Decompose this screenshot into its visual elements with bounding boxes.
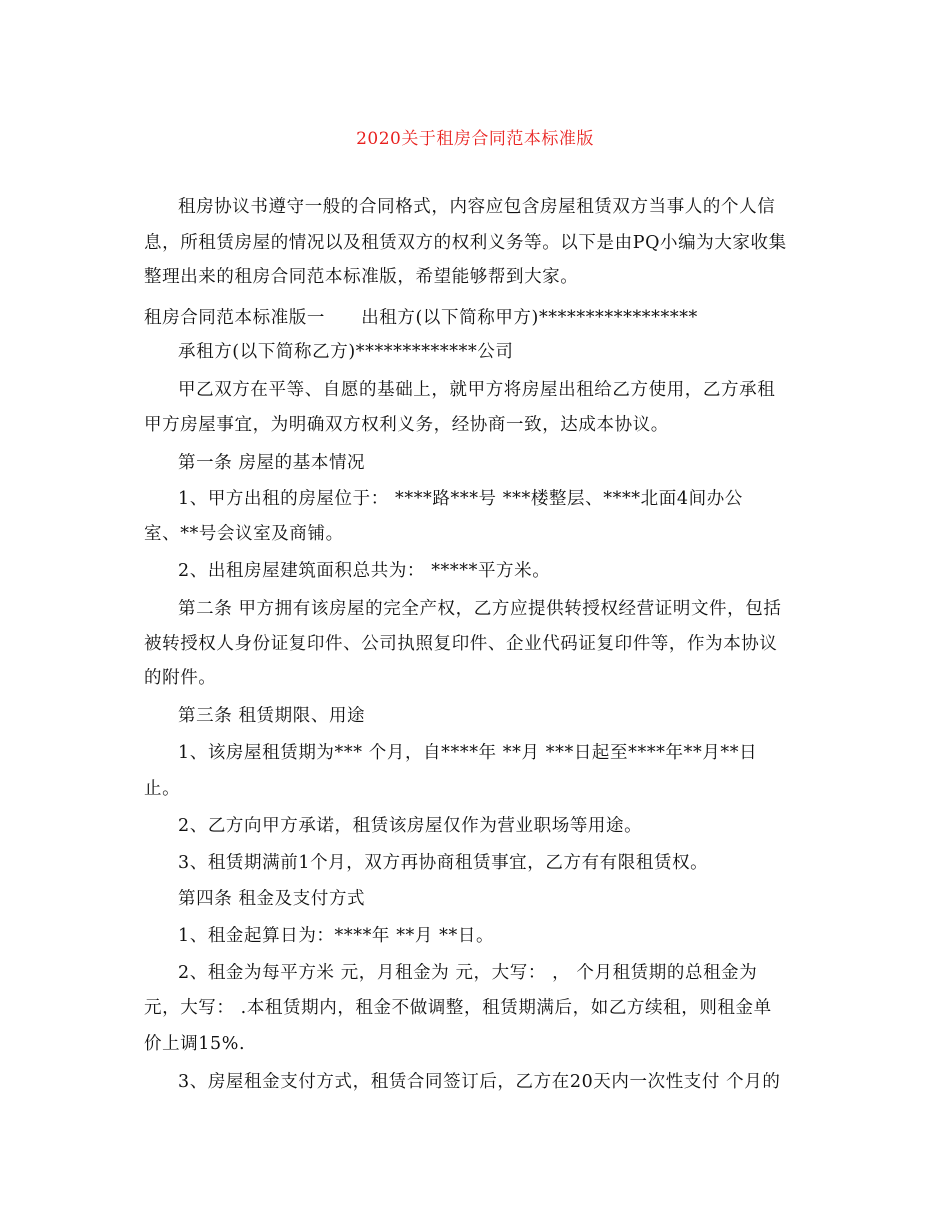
paragraph-line: 元，大写： .本租赁期内，租金不做调整，租赁期满后，如乙方续租，则租金单 (144, 998, 772, 1018)
paragraph-line: 2、租金为每平方米 元，月租金为 元，大写： ， 个月租赁期的总租金为 (178, 963, 758, 983)
paragraph-line: 租房协议书遵守一般的合同格式，内容应包含房屋租赁双方当事人的个人信 (178, 197, 776, 217)
paragraph-line: 2、乙方向甲方承诺，租赁该房屋仅作为营业职场等用途。 (178, 816, 643, 836)
paragraph-line: 室、**号会议室及商铺。 (144, 524, 344, 544)
paragraph-line: 甲方房屋事宜，为明确双方权利义务，经协商一致，达成本协议。 (144, 415, 669, 435)
section-heading: 第三条 租赁期限、用途 (178, 706, 366, 726)
paragraph-line: 息，所租赁房屋的情况以及租赁双方的权利义务等。以下是由PQ小编为大家收集 (144, 233, 787, 253)
paragraph-line: 租房合同范本标准版一 出租方(以下简称甲方)***************** (144, 308, 698, 328)
paragraph-line: 被转授权人身份证复印件、公司执照复印件、企业代码证复印件等，作为本协议 (144, 634, 778, 654)
paragraph-line: 第二条 甲方拥有该房屋的完全产权，乙方应提供转授权经营证明文件，包括 (178, 599, 782, 619)
paragraph-line: 1、甲方出租的房屋位于： ****路***号 ***楼整层、****北面4间办公 (178, 489, 743, 509)
paragraph-line: 3、房屋租金支付方式，租赁合同签订后，乙方在20天内一次性支付 个月的 (178, 1072, 781, 1092)
paragraph-line: 的附件。 (144, 668, 217, 688)
paragraph-line: 甲乙双方在平等、自愿的基础上，就甲方将房屋出租给乙方使用，乙方承租 (178, 380, 776, 400)
paragraph-line: 2、出租房屋建筑面积总共为： *****平方米。 (178, 561, 551, 581)
section-heading: 第一条 房屋的基本情况 (178, 453, 366, 473)
paragraph-line: 1、租金起算日为：****年 **月 **日。 (178, 926, 495, 946)
paragraph-line: 止。 (144, 779, 181, 799)
paragraph-line: 价上调15%. (144, 1034, 246, 1054)
document-title: 2020关于租房合同范本标准版 (356, 129, 594, 149)
paragraph-line: 3、租赁期满前1个月，双方再协商租赁事宜，乙方有有限租赁权。 (178, 853, 709, 873)
paragraph-line: 1、该房屋租赁期为*** 个月，自****年 **月 ***日起至****年**月**日 (178, 743, 758, 763)
paragraph-line: 整理出来的租房合同范本标准版，希望能够帮到大家。 (144, 267, 579, 287)
section-heading: 第四条 租金及支付方式 (178, 889, 366, 909)
paragraph-line: 承租方(以下简称乙方)*************公司 (178, 342, 514, 362)
